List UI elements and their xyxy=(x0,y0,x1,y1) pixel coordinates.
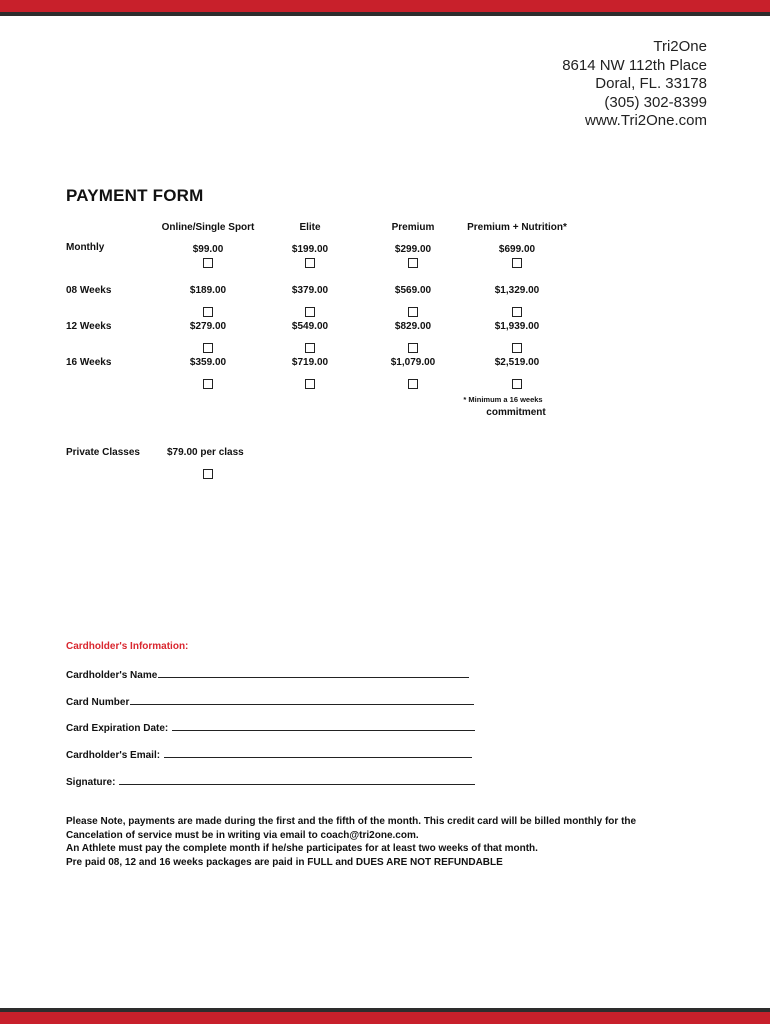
price-16-weeks-premium: $1,079.00 xyxy=(390,357,436,368)
checkbox-12-weeks-premium[interactable] xyxy=(408,343,418,353)
top-red-band xyxy=(0,0,770,12)
private-classes-label: Private Classes xyxy=(66,447,140,458)
price-monthly-premium: $299.00 xyxy=(394,244,432,255)
checkbox-monthly-premium-nutrition[interactable] xyxy=(512,258,522,268)
checkbox-monthly-elite[interactable] xyxy=(305,258,315,268)
checkbox-16-weeks-premium[interactable] xyxy=(408,379,418,389)
checkbox-16-weeks-online[interactable] xyxy=(203,379,213,389)
price-12-weeks-premium-nutrition: $1,939.00 xyxy=(494,321,540,332)
row-label-16-weeks: 16 Weeks xyxy=(66,357,112,368)
checkbox-12-weeks-elite[interactable] xyxy=(305,343,315,353)
cardholder-name-field[interactable] xyxy=(158,668,469,678)
note-line: An Athlete must pay the complete month if he/she participates for at least two weeks of that month. xyxy=(66,843,538,855)
checkbox-monthly-premium[interactable] xyxy=(408,258,418,268)
price-monthly-elite: $199.00 xyxy=(291,244,329,255)
price-12-weeks-elite: $549.00 xyxy=(291,321,329,332)
signature-label: Signature: xyxy=(66,777,119,788)
checkbox-16-weeks-premium-nutrition[interactable] xyxy=(512,379,522,389)
row-label-12-weeks: 12 Weeks xyxy=(66,321,112,332)
price-12-weeks-online: $279.00 xyxy=(189,321,227,332)
cardholder-name-label: Cardholder's Name xyxy=(66,670,158,681)
footnote-minimum: * Minimum a 16 weeks xyxy=(463,395,543,404)
private-classes-price: $79.00 per class xyxy=(167,447,244,458)
cardholder-name-row xyxy=(66,668,469,681)
price-08-weeks-premium: $569.00 xyxy=(394,285,432,296)
checkbox-08-weeks-online[interactable] xyxy=(203,307,213,317)
price-16-weeks-premium-nutrition: $2,519.00 xyxy=(494,357,540,368)
column-header-premium: Premium xyxy=(391,222,435,233)
note-line: Please Note, payments are made during the first and the fifth of the month. This credit card will be billed monthly for the xyxy=(66,816,637,827)
checkbox-12-weeks-premium-nutrition[interactable] xyxy=(512,343,522,353)
note-line: Cancelation of service must be in writing via email to coach@tri2one.com. xyxy=(66,829,419,841)
checkbox-08-weeks-premium-nutrition[interactable] xyxy=(512,307,522,317)
signature-row xyxy=(66,775,475,788)
cardholder-email-row xyxy=(66,748,472,761)
price-08-weeks-elite: $379.00 xyxy=(291,285,329,296)
company-phone: (305) 302-8399 xyxy=(604,93,707,111)
company-website: www.Tri2One.com xyxy=(585,112,707,130)
card-number-row xyxy=(66,695,474,708)
bottom-red-band xyxy=(0,1012,770,1024)
card-number-label: Card Number xyxy=(66,697,130,708)
price-16-weeks-online: $359.00 xyxy=(189,357,227,368)
cardholder-email-field[interactable] xyxy=(164,748,472,758)
card-number-field[interactable] xyxy=(130,695,474,705)
checkbox-12-weeks-online[interactable] xyxy=(203,343,213,353)
row-label-monthly: Monthly xyxy=(66,242,105,253)
company-address-block xyxy=(562,38,707,131)
price-monthly-premium-nutrition: $699.00 xyxy=(498,244,536,255)
checkbox-monthly-online[interactable] xyxy=(203,258,213,268)
checkbox-08-weeks-elite[interactable] xyxy=(305,307,315,317)
payment-notes xyxy=(66,815,636,869)
row-label-08-weeks: 08 Weeks xyxy=(66,285,112,296)
column-header-premium-nutrition: Premium + Nutrition* xyxy=(467,222,567,233)
checkbox-08-weeks-premium[interactable] xyxy=(408,307,418,317)
card-expiration-row xyxy=(66,721,475,734)
column-header-elite: Elite xyxy=(299,222,321,233)
company-name: Tri2One xyxy=(653,38,707,55)
checkbox-private-classes[interactable] xyxy=(203,469,213,479)
card-expiration-field[interactable] xyxy=(172,721,475,731)
company-street: 8614 NW 112th Place xyxy=(562,56,707,74)
signature-field[interactable] xyxy=(119,775,475,785)
footnote-commitment: commitment xyxy=(486,407,546,418)
top-dark-band xyxy=(0,12,770,16)
company-city: Doral, FL. 33178 xyxy=(595,75,707,93)
checkbox-16-weeks-elite[interactable] xyxy=(305,379,315,389)
form-title: PAYMENT FORM xyxy=(66,186,204,205)
cardholder-email-label: Cardholder's Email: xyxy=(66,750,163,761)
price-monthly-online: $99.00 xyxy=(192,244,224,255)
column-header-online: Online/Single Sport xyxy=(161,222,255,233)
price-08-weeks-online: $189.00 xyxy=(189,285,227,296)
price-08-weeks-premium-nutrition: $1,329.00 xyxy=(494,285,540,296)
cardholder-heading: Cardholder's Information: xyxy=(66,641,189,652)
price-16-weeks-elite: $719.00 xyxy=(291,357,329,368)
card-expiration-label: Card Expiration Date: xyxy=(66,723,172,734)
note-line: Pre paid 08, 12 and 16 weeks packages are paid in FULL and DUES ARE NOT REFUNDABLE xyxy=(66,856,503,868)
price-12-weeks-premium: $829.00 xyxy=(394,321,432,332)
